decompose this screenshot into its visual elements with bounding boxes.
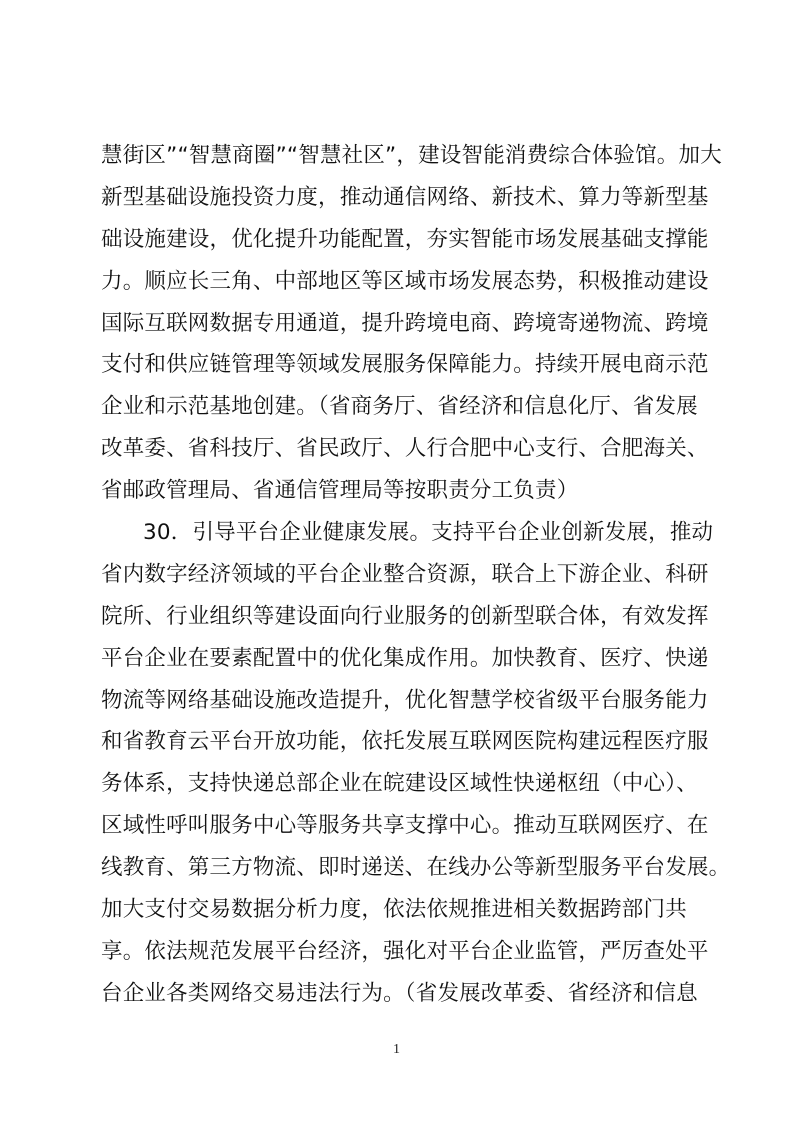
text-line: 省内数字经济领域的平台企业整合资源，联合上下游企业、科研: [101, 561, 709, 587]
text-line: 企业和示范基地创建。（省商务厅、省经济和信息化厅、省发展: [101, 394, 698, 420]
text-line: 新型基础设施投资力度，推动通信网络、新技术、算力等新型基: [101, 184, 709, 210]
page-number: 1: [393, 1042, 400, 1057]
text-line: 础设施建设，优化提升功能配置，夯实智能市场发展基础支撑能: [101, 226, 709, 252]
text-line: 和省教育云平台开放功能，依托发展互联网医院构建远程医疗服: [101, 729, 709, 755]
text-line: 台企业各类网络交易违法行为。（省发展改革委、省经济和信息: [101, 980, 698, 1006]
text-line: 力。顺应长三角、中部地区等区域市场发展态势，积极推动建设: [101, 268, 709, 294]
section-heading-line: 30．引导平台企业健康发展。支持平台企业创新发展，推动: [143, 520, 714, 546]
text-line: 支付和供应链管理等领域发展服务保障能力。持续开展电商示范: [101, 352, 709, 378]
text-line: 慧街区”“智慧商圈”“智慧社区”，建设智能消费综合体验馆。加大: [101, 143, 722, 168]
text-line: 改革委、省科技厅、省民政厅、人行合肥中心支行、合肥海关、: [101, 436, 709, 462]
text-line: 物流等网络基础设施改造提升，优化智慧学校省级平台服务能力: [101, 687, 709, 713]
text-line: 务体系，支持快递总部企业在皖建设区域性快递枢纽（中心）、: [101, 771, 698, 797]
text-line: 线教育、第三方物流、即时递送、在线办公等新型服务平台发展。: [101, 855, 731, 881]
text-line: 加大支付交易数据分析力度，依法依规推进相关数据跨部门共: [101, 897, 687, 923]
body-text: [101, 135, 731, 1015]
text-line: 享。依法规范发展平台经济，强化对平台企业监管，严厉查处平: [101, 938, 709, 964]
text-line: 区域性呼叫服务中心等服务共享支撑中心。推动互联网医疗、在: [101, 813, 709, 839]
text-line: 院所、行业组织等建设面向行业服务的创新型联合体，有效发挥: [101, 603, 709, 629]
text-line: 平台企业在要素配置中的优化集成作用。加快教育、医疗、快递: [101, 645, 709, 671]
text-line: 省邮政管理局、省通信管理局等按职责分工负责）: [101, 478, 579, 504]
text-line: 国际互联网数据专用通道，提升跨境电商、跨境寄递物流、跨境: [101, 310, 709, 336]
